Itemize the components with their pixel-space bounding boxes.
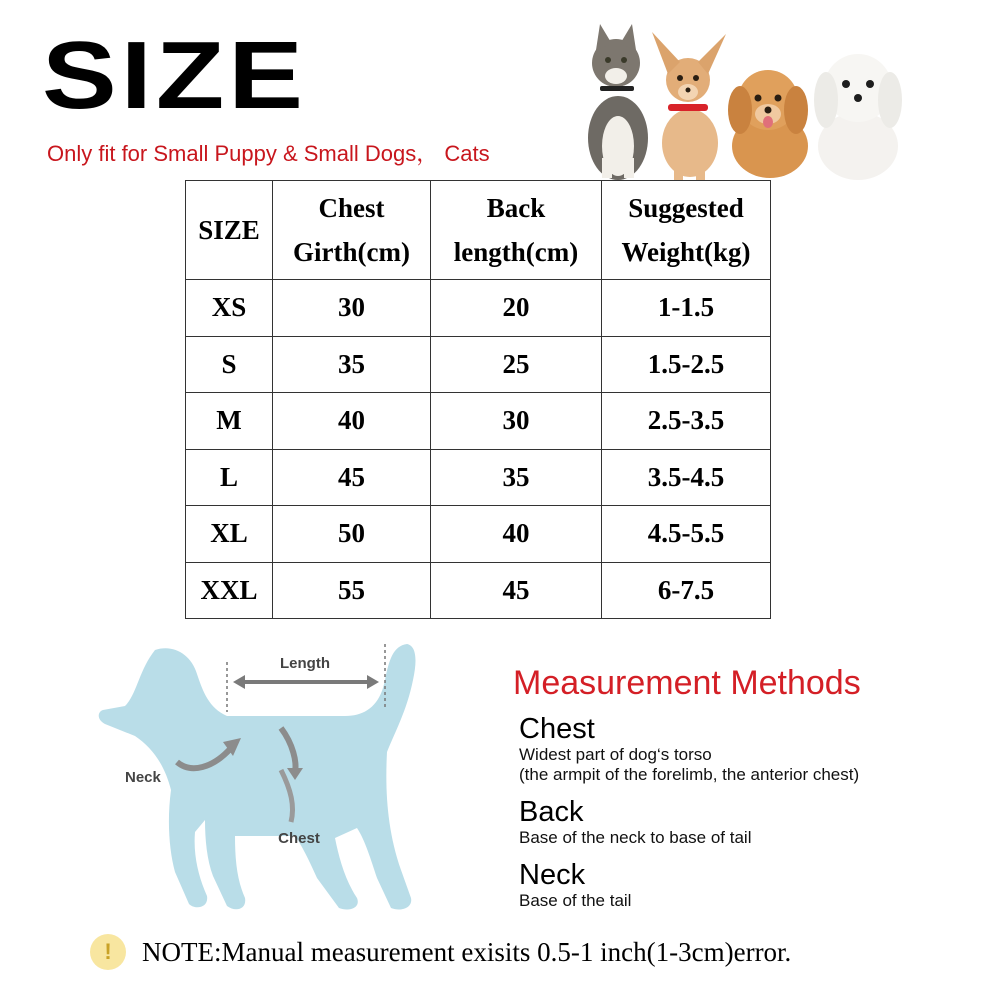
header-suggested-weight: Suggested Weight(kg): [602, 181, 771, 280]
chest-cell: 35: [273, 336, 431, 393]
table-row: [186, 280, 771, 337]
table-row: [186, 449, 771, 506]
size-cell: XL: [186, 506, 273, 563]
dog-measurement-diagram: [95, 640, 425, 920]
note-row: [90, 934, 791, 970]
method-chest-desc-detail: (the armpit of the forelimb, the anterior chest): [519, 765, 860, 784]
weight-cell: 1.5-2.5: [602, 336, 771, 393]
header-size: SIZE: [186, 181, 273, 280]
chest-cell: 50: [273, 506, 431, 563]
chest-cell: 55: [273, 562, 431, 619]
table-row: [186, 562, 771, 619]
chest-cell: 30: [273, 280, 431, 337]
size-chart-table: [185, 180, 771, 619]
method-chest-desc: Widest part of dog‘s torso: [519, 745, 712, 764]
chest-label: Chest: [278, 830, 320, 847]
apricot-poodle-figure: [728, 70, 808, 178]
back-cell: 20: [431, 280, 602, 337]
table-header-row: [186, 181, 771, 280]
length-label: Length: [280, 655, 330, 672]
table-row: [186, 393, 771, 450]
chest-cell: 40: [273, 393, 431, 450]
note-text: NOTE:Manual measurement exisits 0.5-1 inch(1-3cm)error.: [142, 936, 792, 967]
back-cell: 40: [431, 506, 602, 563]
length-arrow-icon: [233, 675, 379, 689]
back-cell: 25: [431, 336, 602, 393]
method-back-desc: Base of the neck to base of tail: [519, 828, 752, 847]
size-cell: M: [186, 393, 273, 450]
chihuahua-figure: [652, 32, 726, 180]
weight-cell: 4.5-5.5: [602, 506, 771, 563]
weight-cell: 3.5-4.5: [602, 449, 771, 506]
method-back-heading: Back: [519, 796, 584, 828]
pets-photo: [580, 18, 915, 180]
weight-cell: 1-1.5: [602, 280, 771, 337]
header-chest-girth: Chest Girth(cm): [273, 181, 431, 280]
measurement-methods-title: Measurement Methods: [513, 664, 861, 702]
fit-subtitle: Only fit for Small Puppy & Small Dogs， Cats: [47, 141, 490, 166]
cat-figure: [588, 24, 648, 180]
weight-cell: 6-7.5: [602, 562, 771, 619]
size-cell: XXL: [186, 562, 273, 619]
size-cell: XS: [186, 280, 273, 337]
method-neck-heading: Neck: [519, 859, 586, 891]
table-row: [186, 506, 771, 563]
method-neck-desc: Base of the tail: [519, 891, 632, 910]
back-cell: 35: [431, 449, 602, 506]
back-cell: 45: [431, 562, 602, 619]
weight-cell: 2.5-3.5: [602, 393, 771, 450]
warning-icon: !: [90, 934, 126, 970]
chest-cell: 45: [273, 449, 431, 506]
page-title: SIZE: [42, 22, 307, 129]
neck-label: Neck: [125, 769, 161, 786]
size-cell: S: [186, 336, 273, 393]
header-back-length: Back length(cm): [431, 181, 602, 280]
method-chest-heading: Chest: [519, 713, 595, 745]
back-cell: 30: [431, 393, 602, 450]
maltese-figure: [814, 54, 902, 180]
size-cell: L: [186, 449, 273, 506]
table-row: [186, 336, 771, 393]
